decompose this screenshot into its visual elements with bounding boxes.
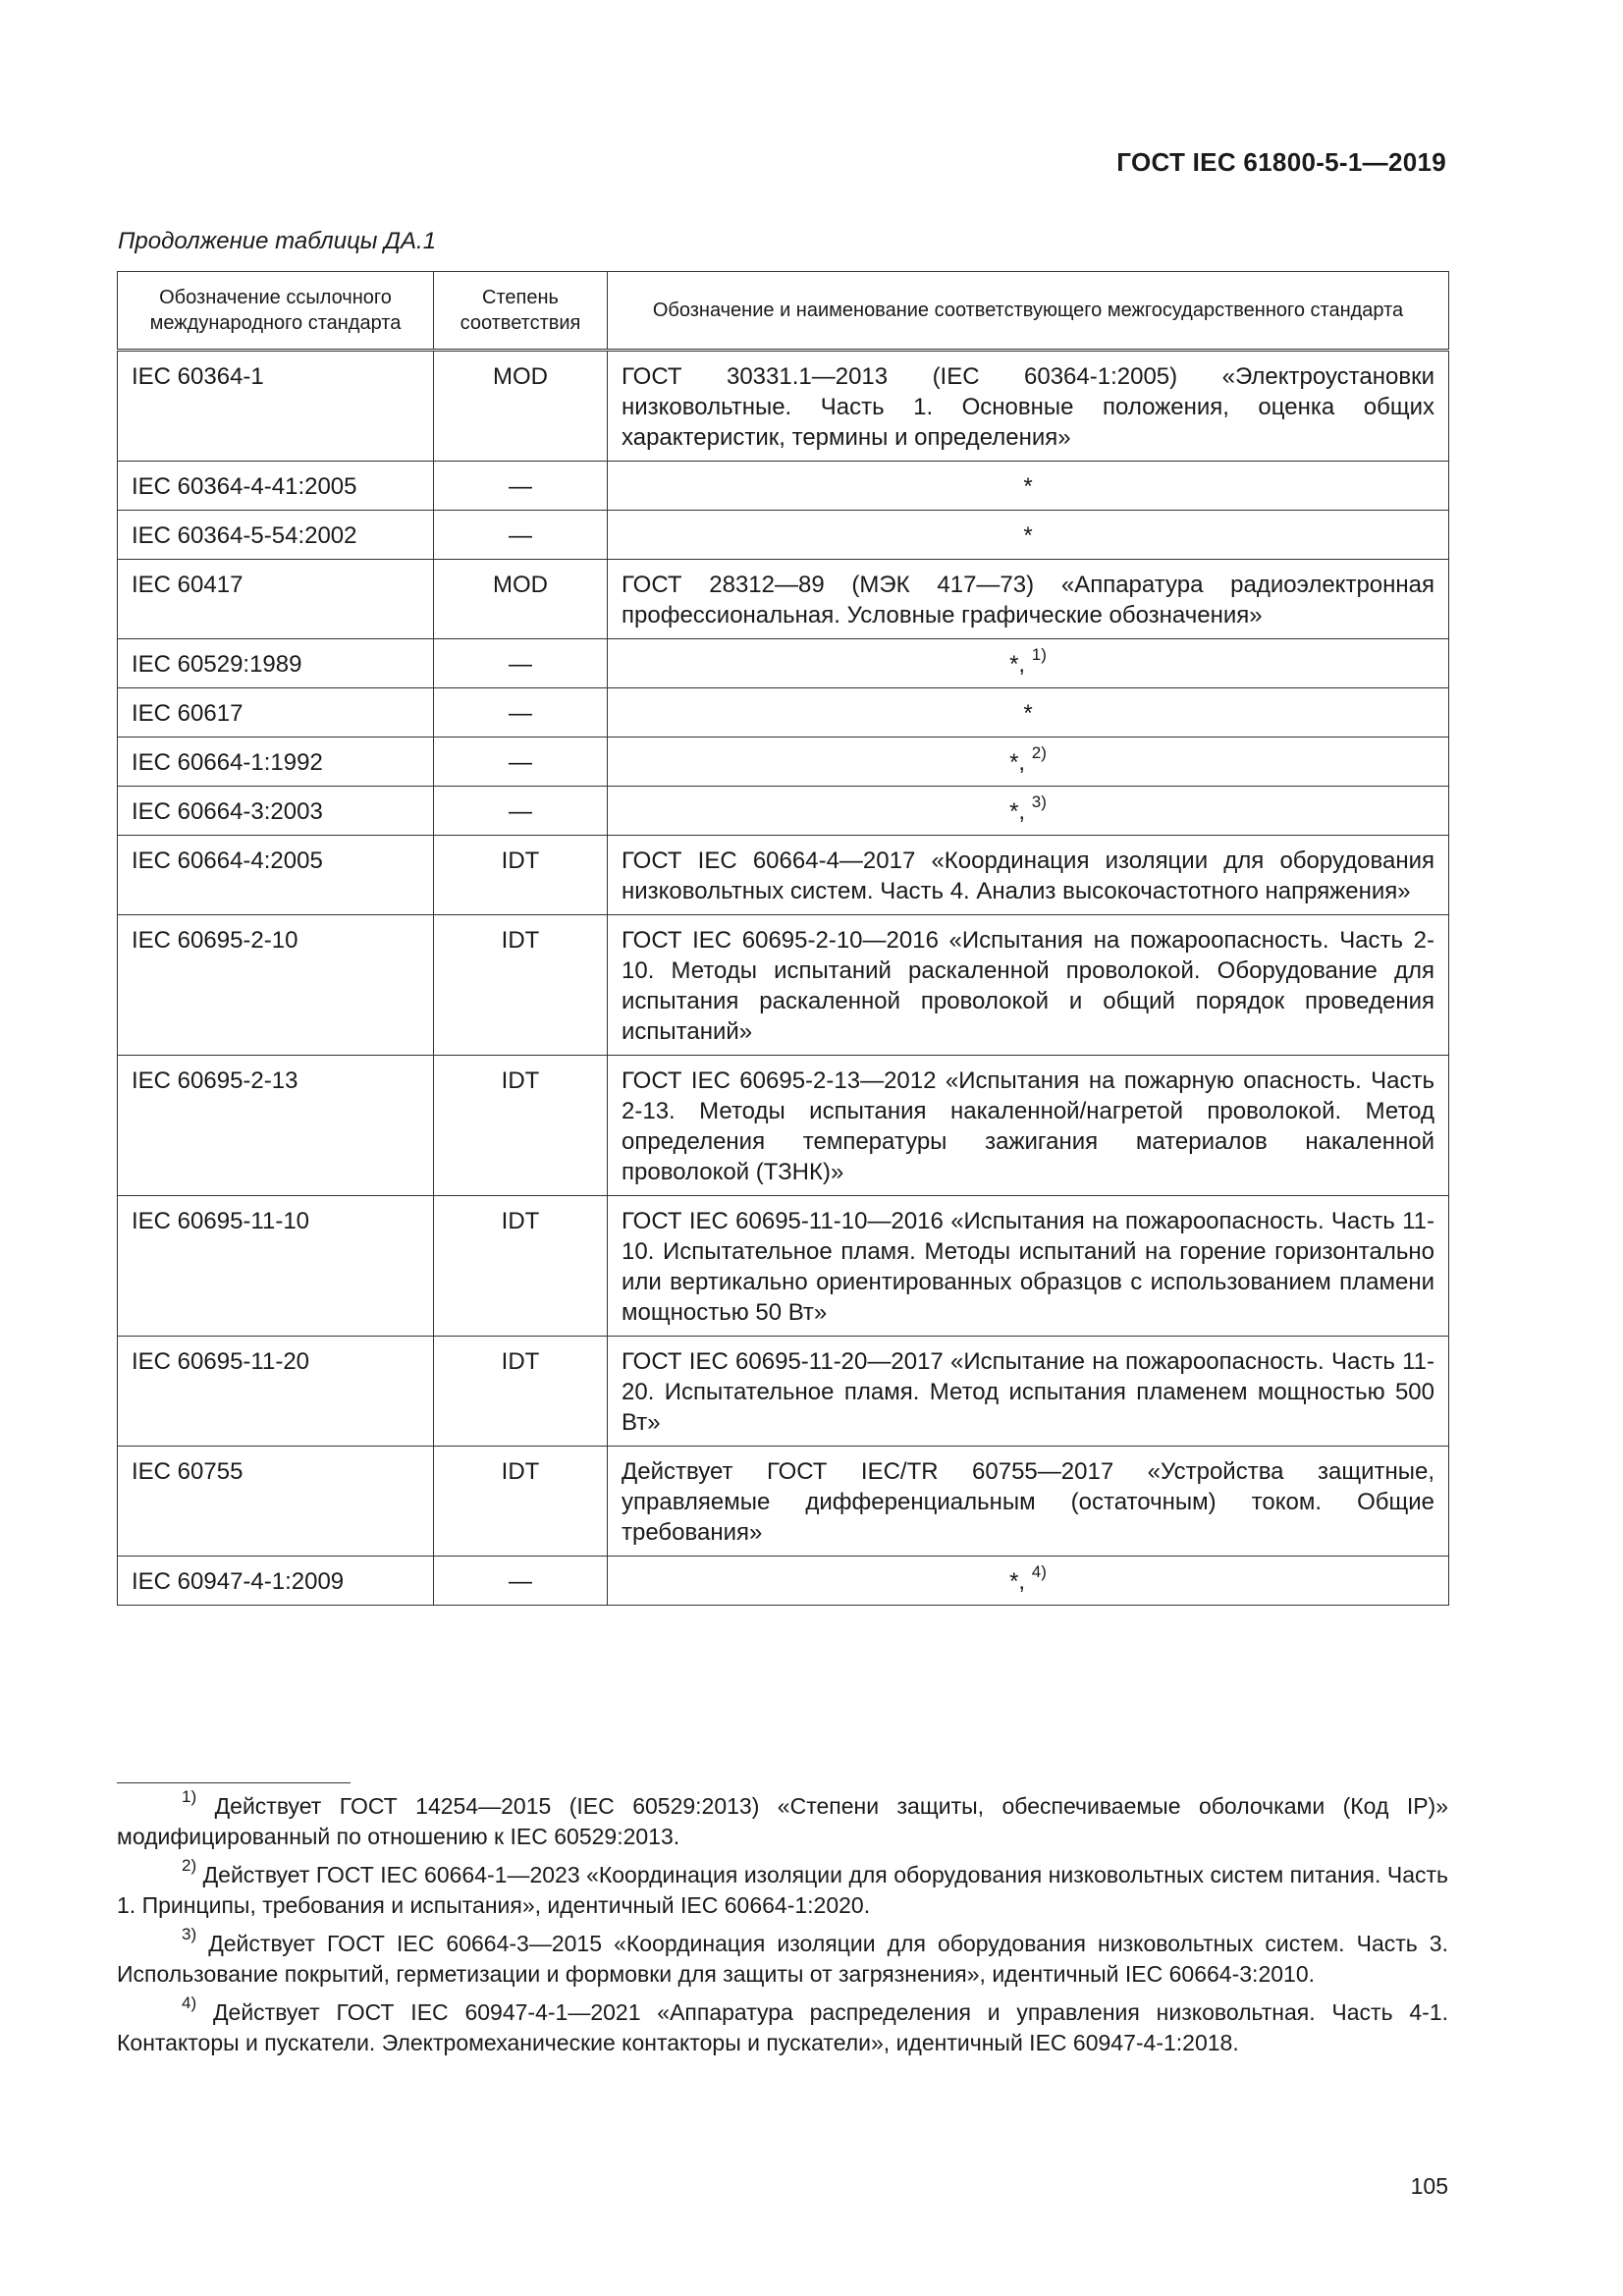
- footnote-mark: 4): [182, 1994, 197, 2013]
- document-id-header: ГОСТ IEC 61800-5-1—2019: [1116, 147, 1446, 177]
- cell-standard: IEC 60364-4-41:2005: [118, 462, 434, 511]
- cell-description: [608, 1196, 1449, 1337]
- reference-standards-table: [117, 271, 1449, 1606]
- footnote-item: [117, 1856, 1449, 1921]
- table-row: [118, 351, 1449, 462]
- description-text: *,: [1009, 1568, 1026, 1595]
- cell-standard: IEC 60529:1989: [118, 639, 434, 688]
- footnote-reference: 1): [1031, 645, 1047, 664]
- page-number: 105: [1410, 2173, 1448, 2199]
- cell-degree: MOD: [434, 560, 608, 639]
- table-body: [118, 351, 1449, 1606]
- table-row: [118, 462, 1449, 511]
- cell-standard: IEC 60664-4:2005: [118, 836, 434, 915]
- cell-standard: IEC 60664-1:1992: [118, 738, 434, 787]
- table-row: [118, 639, 1449, 688]
- table-row: [118, 688, 1449, 738]
- description-text: *: [1023, 473, 1033, 500]
- table-row: [118, 915, 1449, 1056]
- footnote-text: Действует ГОСТ IEC 60947-4-1—2021 «Аппаратура распределения и управления низковольтная. Часть 4-1. Контакторы и пускатели. Электромеханические контакторы и пускатели», идентичный IEC 60947-4-1:2018.: [117, 1999, 1448, 2055]
- cell-degree: —: [434, 511, 608, 560]
- footnote-text: Действует ГОСТ 14254—2015 (IEC 60529:2013) «Степени защиты, обеспечиваемые оболочками (Код IP)» модифицированный по отношению к IEC 60529:2013.: [117, 1793, 1448, 1849]
- footnote-reference: 4): [1031, 1562, 1047, 1581]
- footnote-mark: 2): [182, 1856, 197, 1876]
- description-text: *: [1023, 700, 1033, 727]
- cell-description: [608, 1557, 1449, 1606]
- cell-degree: —: [434, 462, 608, 511]
- footnote-text: Действует ГОСТ IEC 60664-3—2015 «Координация изоляции для оборудования низковольтных систем. Часть 3. Использование покрытий, герметизации и формовки для защиты от загрязнения», идентичный IEC 60664-3:2010.: [117, 1931, 1448, 1987]
- table-row: [118, 560, 1449, 639]
- cell-degree: MOD: [434, 351, 608, 462]
- footnotes: [117, 1787, 1449, 2066]
- footnote-mark: 1): [182, 1787, 197, 1807]
- cell-description: [608, 639, 1449, 688]
- table-row: [118, 836, 1449, 915]
- footnote-mark: 3): [182, 1925, 197, 1944]
- table-row: [118, 1337, 1449, 1447]
- description-text: *,: [1009, 651, 1026, 678]
- table-row: [118, 1447, 1449, 1557]
- cell-description: [608, 915, 1449, 1056]
- description-text: ГОСТ IEC 60664-4—2017 «Координация изоляции для оборудования низковольтных систем. Часть 4. Анализ высокочастотного напряжения»: [622, 847, 1434, 904]
- description-text: *,: [1009, 798, 1026, 825]
- description-text: ГОСТ 28312—89 (МЭК 417—73) «Аппаратура радиоэлектронная профессиональная. Условные графические обозначения»: [622, 572, 1434, 629]
- table-caption: Продолжение таблицы ДА.1: [118, 228, 437, 254]
- cell-standard: IEC 60664-3:2003: [118, 787, 434, 836]
- description-text: ГОСТ IEC 60695-11-10—2016 «Испытания на пожароопасность. Часть 11-10. Испытательное пламя. Методы испытаний на горение горизонтально или вертикально ориентированных образцов с использованием пламени мощностью 50 Вт»: [622, 1208, 1434, 1326]
- cell-description: [608, 738, 1449, 787]
- cell-standard: IEC 60364-1: [118, 351, 434, 462]
- cell-degree: IDT: [434, 915, 608, 1056]
- cell-degree: —: [434, 787, 608, 836]
- description-text: *: [1023, 522, 1033, 549]
- cell-standard: IEC 60947-4-1:2009: [118, 1557, 434, 1606]
- table-row: [118, 787, 1449, 836]
- footnote-divider: [117, 1782, 351, 1783]
- column-header-description: Обозначение и наименование соответствующего межгосударственного стандарта: [608, 272, 1449, 351]
- cell-standard: IEC 60695-2-13: [118, 1056, 434, 1196]
- cell-degree: —: [434, 738, 608, 787]
- description-text: ГОСТ 30331.1—2013 (IEC 60364-1:2005) «Электроустановки низковольтные. Часть 1. Основные положения, оценка общих характеристик, термины и определения»: [622, 363, 1434, 451]
- column-header-standard: Обозначение ссылочного международного стандарта: [118, 272, 434, 351]
- footnote-text: Действует ГОСТ IEC 60664-1—2023 «Координация изоляции для оборудования низковольтных систем питания. Часть 1. Принципы, требования и испытания», идентичный IEC 60664-1:2020.: [117, 1862, 1449, 1918]
- cell-standard: IEC 60755: [118, 1447, 434, 1557]
- cell-standard: IEC 60695-11-10: [118, 1196, 434, 1337]
- footnote-item: [117, 1787, 1448, 1852]
- cell-description: [608, 511, 1449, 560]
- cell-degree: IDT: [434, 836, 608, 915]
- footnote-item: [117, 1994, 1448, 2058]
- cell-description: [608, 351, 1449, 462]
- footnote-reference: 2): [1031, 743, 1047, 762]
- cell-description: [608, 1447, 1449, 1557]
- table-row: [118, 511, 1449, 560]
- cell-standard: IEC 60417: [118, 560, 434, 639]
- cell-description: [608, 560, 1449, 639]
- footnote-reference: 3): [1031, 793, 1047, 811]
- cell-description: [608, 688, 1449, 738]
- table-row: [118, 738, 1449, 787]
- cell-degree: —: [434, 1557, 608, 1606]
- table-row: [118, 1557, 1449, 1606]
- description-text: ГОСТ IEC 60695-2-10—2016 «Испытания на пожароопасность. Часть 2-10. Методы испытаний раскаленной проволокой. Оборудование для испытания раскаленной проволокой и общий порядок проведения испытаний»: [622, 927, 1434, 1045]
- table-row: [118, 1196, 1449, 1337]
- cell-description: [608, 1337, 1449, 1447]
- cell-degree: —: [434, 639, 608, 688]
- cell-standard: IEC 60617: [118, 688, 434, 738]
- cell-degree: IDT: [434, 1056, 608, 1196]
- cell-degree: IDT: [434, 1196, 608, 1337]
- column-header-degree: Степень соответствия: [434, 272, 608, 351]
- cell-degree: IDT: [434, 1447, 608, 1557]
- cell-description: [608, 1056, 1449, 1196]
- description-text: *,: [1009, 749, 1026, 776]
- cell-description: [608, 787, 1449, 836]
- description-text: ГОСТ IEC 60695-11-20—2017 «Испытание на пожароопасность. Часть 11-20. Испытательное пламя. Метод испытания пламенем мощностью 500 Вт»: [622, 1348, 1434, 1436]
- cell-description: [608, 462, 1449, 511]
- table-header-row: [118, 272, 1449, 351]
- cell-description: [608, 836, 1449, 915]
- footnote-item: [117, 1925, 1448, 1990]
- table-row: [118, 1056, 1449, 1196]
- cell-standard: IEC 60695-2-10: [118, 915, 434, 1056]
- cell-standard: IEC 60695-11-20: [118, 1337, 434, 1447]
- cell-standard: IEC 60364-5-54:2002: [118, 511, 434, 560]
- cell-degree: —: [434, 688, 608, 738]
- cell-degree: IDT: [434, 1337, 608, 1447]
- description-text: ГОСТ IEC 60695-2-13—2012 «Испытания на пожарную опасность. Часть 2-13. Методы испытания накаленной/нагретой проволокой. Метод определения температуры зажигания материалов накаленной проволокой (ТЗНК)»: [622, 1067, 1434, 1185]
- description-text: Действует ГОСТ IEC/TR 60755—2017 «Устройства защитные, управляемые дифференциальным (остаточным) током. Общие требования»: [622, 1458, 1434, 1546]
